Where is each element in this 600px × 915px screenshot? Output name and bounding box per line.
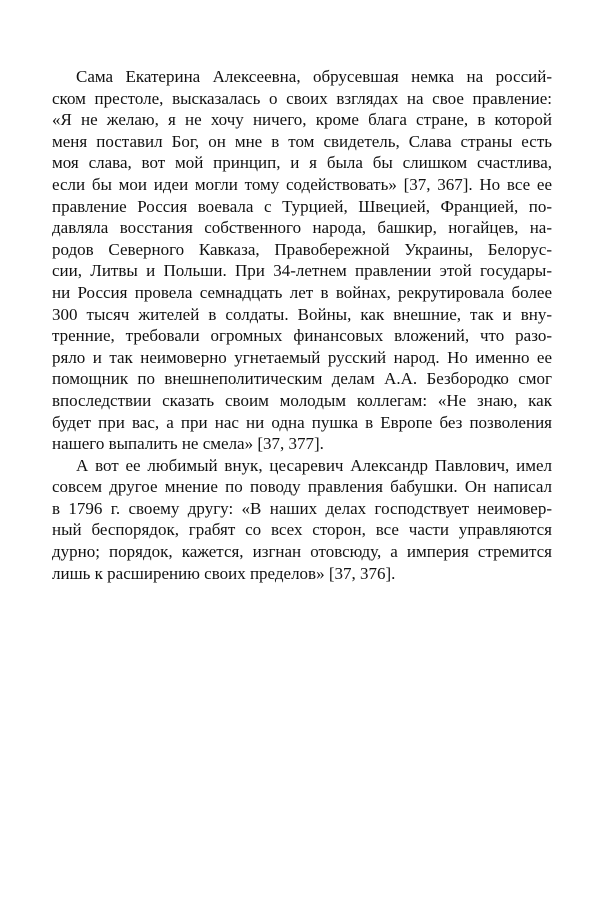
text-line: нашего выпалить не смела» [37, 377]. [52,434,324,454]
text-line: ском престоле, высказалась о своих взглядах на свое правление: [52,88,552,108]
text-line: меня поставил Бог, он мне в том свидетель, Слава страны есть [52,131,552,151]
text-line: 300 тысяч жителей в солдаты. Войны, как внешние, так и вну- [52,304,552,324]
text-line: Сама Екатерина Алексеевна, обрусевшая немка на россий- [76,67,552,86]
text-line: дурно; порядок, кажется, изгнан отовсюду, а империя стремится [52,542,552,562]
text-line: ни Россия провела семнадцать лет в войнах, рекрутировала более [52,282,552,302]
text-line: А вот ее любимый внук, цесаревич Александр Павлович, имел [76,455,552,475]
text-line: тренние, требовали огромных финансовых вложений, что разо- [52,326,552,346]
text-line: если бы мои идеи могли тому содействовать» [37, 367]. Но все ее [52,174,552,194]
text-line: будет при вас, а при нас ни одна пушка в Европе без позволения [52,412,552,432]
text-line: впоследствии сказать своим молодым коллегам: «Не знаю, как [52,390,552,410]
text-line: ный беспорядок, грабят со всех сторон, все части управляются [52,520,552,540]
paragraph-2 [52,455,552,585]
text-line: помощник по внешнеполитическим делам А.А. Безбородко смог [52,369,552,389]
text-line: правление Россия воевала с Турцией, Швецией, Францией, по- [52,196,552,216]
text-line: давляла восстания собственного народа, башкир, ногайцев, на- [52,218,552,238]
text-line: сии, Литвы и Польши. При 34-летнем правлении этой государы- [52,261,552,281]
text-line: совсем другое мнение по поводу правления бабушки. Он написал [52,477,552,497]
text-line: лишь к расширению своих пределов» [37, 376]. [52,563,396,583]
text-line: родов Северного Кавказа, Правобережной Украины, Белорус- [52,239,552,259]
paragraph-1 [52,66,552,455]
body-text [52,66,552,584]
text-line: ряло и так неимоверно угнетаемый русский народ. Но именно ее [52,347,552,367]
text-line: моя слава, вот мой принцип, и я была бы слишком счастлива, [52,153,552,173]
text-line: в 1796 г. своему другу: «В наших делах господствует неимовер- [52,498,552,518]
text-line: «Я не желаю, я не хочу ничего, кроме блага стране, в которой [52,110,552,130]
